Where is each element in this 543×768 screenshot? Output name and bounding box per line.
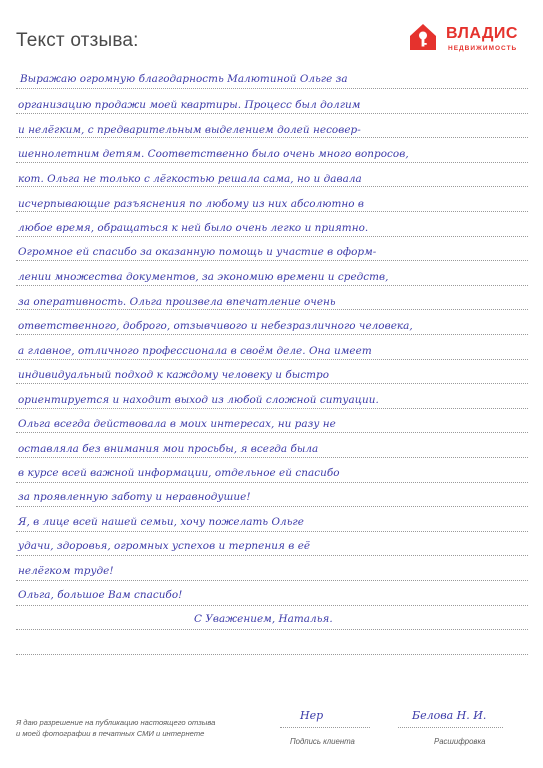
review-line: ответственного, доброго, отзывчивого и небезразличного человека, xyxy=(18,320,413,332)
review-line: Выражаю огромную благодарность Малютиной Ольге за xyxy=(20,73,348,85)
review-line: Ольга, большое Вам спасибо! xyxy=(18,589,183,601)
ruled-line xyxy=(16,605,528,606)
ruled-line xyxy=(16,408,528,409)
consent-text xyxy=(16,717,215,739)
review-line: в курсе всей важной информации, отдельное ей спасибо xyxy=(18,467,340,479)
review-line: С Уважением, Наталья. xyxy=(194,613,333,625)
ruled-line xyxy=(16,186,528,187)
ruled-line xyxy=(16,580,528,581)
consent-line: Я даю разрешение на публикацию настоящего отзыва xyxy=(16,718,216,727)
review-line: за оперативность. Ольга произвела впечатление очень xyxy=(18,296,336,308)
consent-line: и моей фотографии в печатных СМИ и интернете xyxy=(16,729,205,738)
ruled-line xyxy=(16,113,528,114)
decryption-line xyxy=(398,727,503,728)
review-line: Огромное ей спасибо за оказанную помощь и участие в оформ- xyxy=(18,246,377,258)
review-line: индивидуальный подход к каждому человеку и быстро xyxy=(18,369,330,381)
ruled-line xyxy=(16,260,528,261)
ruled-lines xyxy=(16,0,528,768)
review-line: нелёгком труде! xyxy=(18,565,114,577)
page-title: Текст отзыва: xyxy=(16,30,139,51)
ruled-line xyxy=(16,654,528,655)
ruled-line xyxy=(16,359,528,360)
review-line: лении множества документов, за экономию времени и средств, xyxy=(18,271,389,283)
review-line: ориентируется и находит выход из любой сложной ситуации. xyxy=(18,394,379,406)
ruled-line xyxy=(16,162,528,163)
review-line: Ольга всегда действовала в моих интересах, ни разу не xyxy=(18,418,336,430)
brand-name: ВЛАДИС xyxy=(446,25,518,42)
ruled-line xyxy=(16,432,528,433)
review-line: кот. Ольга не только с лёгкостью решала сама, но и давала xyxy=(18,173,362,185)
client-signature: Нер xyxy=(300,709,324,722)
ruled-line xyxy=(16,457,528,458)
ruled-line xyxy=(16,88,528,89)
ruled-line xyxy=(16,334,528,335)
review-line: за проявленную заботу и неравнодушие! xyxy=(18,491,251,503)
review-line: организацию продажи моей квартиры. Процесс был долгим xyxy=(18,99,361,111)
review-line: любое время, обращаться к ней было очень легко и приятно. xyxy=(18,222,369,234)
review-line: шеннолетним детям. Соответственно было очень много вопросов, xyxy=(18,148,409,160)
review-line: оставляла без внимания мои просьбы, я всегда была xyxy=(18,443,319,455)
review-line: и нелёгким, с предварительным выделением долей несовер- xyxy=(18,124,361,136)
ruled-line xyxy=(16,309,528,310)
ruled-line xyxy=(16,236,528,237)
ruled-line xyxy=(16,383,528,384)
decryption-caption: Расшифровка xyxy=(434,737,486,746)
brand-tagline: НЕДВИЖИМОСТЬ xyxy=(448,45,518,52)
review-line: Я, в лице всей нашей семьи, хочу пожелать Ольге xyxy=(18,516,304,528)
name-decryption: Белова Н. И. xyxy=(412,709,487,722)
review-line: а главное, отличного профессионала в своём деле. Она имеет xyxy=(18,345,372,357)
signature-line xyxy=(280,727,370,728)
ruled-line xyxy=(16,482,528,483)
ruled-line xyxy=(16,555,528,556)
review-line: удачи, здоровья, огромных успехов и терпения в её xyxy=(18,540,311,552)
ruled-line xyxy=(16,285,528,286)
ruled-line xyxy=(16,531,528,532)
ruled-line xyxy=(16,629,528,630)
ruled-line xyxy=(16,211,528,212)
ruled-line xyxy=(16,506,528,507)
signature-caption: Подпись клиента xyxy=(290,737,355,746)
ruled-line xyxy=(16,137,528,138)
review-line: исчерпывающие разъяснения по любому из них абсолютно в xyxy=(18,198,365,210)
